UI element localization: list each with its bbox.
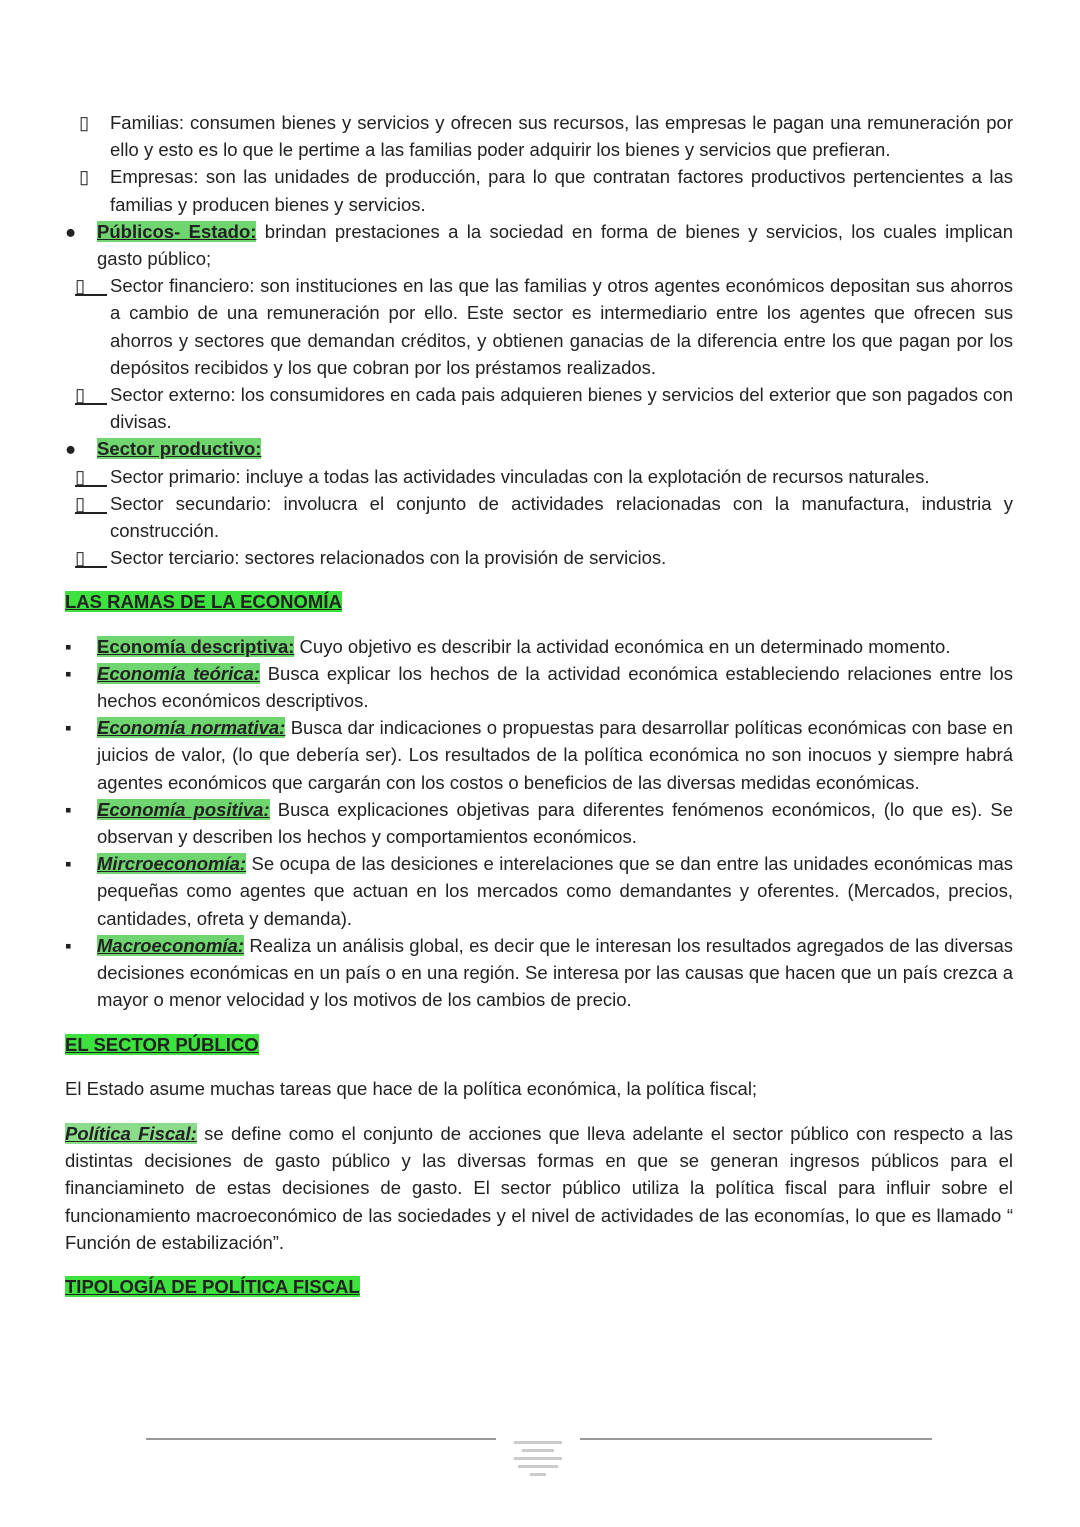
term-label: Mircroeconomía:: [97, 853, 247, 875]
bullet-dot-icon: ●: [65, 438, 77, 460]
list-item-financiero: [65, 272, 1013, 381]
small-square-bullet-icon: ▪: [65, 635, 72, 657]
square-bullet-icon: ▯: [75, 381, 107, 405]
term-label: Política Fiscal:: [65, 1122, 197, 1144]
list-item-descriptiva: [65, 633, 1013, 660]
footer-logo-icon: [496, 1433, 580, 1479]
square-bullet-icon: ▯: [75, 272, 107, 296]
item-text: Realiza un análisis global, es decir que le interesan los resultados agregados de las diversas decisiones económicas en un país o en una región. Se interesa por las causas que hacen que un país crezca a mayor o menor velocidad y los motivos de los cambios de precio.: [97, 934, 1013, 1011]
list-item-primario: [65, 463, 1013, 490]
list-item-familias: [65, 109, 1013, 163]
item-text: Sector secundario: involucra el conjunto de actividades relacionadas con la manufactura, industria y construcción.: [110, 492, 1013, 542]
item-text: Sector financiero: son instituciones en las que las familias y otros agentes económicos depositan sus ahorros a cambio de una remuneración por ello. Este sector es intermediario entre los agentes que ofrecen sus ahorros y sectores que demandan créditos, y obtienen ganacias de la diferencia entre los que pagan por los depósitos recibidos y los que cobran por los préstamos realizados.: [110, 275, 1013, 378]
list-item-macroeconomia: [65, 932, 1013, 1014]
item-text: Se ocupa de las desiciones e interelaciones que se dan entre las unidades económicas mas pequeñas como agentes que actuan en los mercados como demandantes y oferentes. (Mercados, precios, cantidades, ofreta y demanda).: [97, 853, 1013, 929]
small-square-bullet-icon: ▪: [65, 717, 72, 739]
list-item-productivo: [65, 435, 1013, 462]
square-bullet-icon: ▯: [75, 463, 107, 487]
item-text: Empresas: son las unidades de producción, para lo que contratan factores productivos pertencientes a las familias y producen bienes y servicios.: [110, 166, 1013, 215]
paragraph-text: se define como el conjunto de acciones que lleva adelante el sector público con respecto a las distintas decisiones de gasto público y las diversas formas en que se generan ingresos públicos para el financiamineto de estas decisiones de gasto. El sector público utiliza la política fiscal para influir sobre el funcionamiento macroeconómico de las sociedades y el nivel de actividades de las economías, lo que es llamado “ Función de estabilización”.: [65, 1122, 1013, 1253]
item-text: Busca dar indicaciones o propuestas para desarrollar políticas económicas con base en juicios de valor, (lo que debería ser). Los resultados de la política económica no son inocuos y siempre habrá agentes económicos que cargarán con los costos o beneficios de las diversas medidas económicas.: [97, 717, 1013, 793]
intro-paragraph: El Estado asume muchas tareas que hace de la política económica, la política fiscal;: [65, 1077, 758, 1099]
list-item-terciario: [65, 544, 1013, 571]
list-item-teorica: [65, 660, 1013, 714]
list-item-publicos: [65, 218, 1013, 272]
heading-sector-publico: EL SECTOR PÚBLICO: [65, 1033, 259, 1055]
small-square-bullet-icon: ▪: [65, 798, 72, 820]
square-bullet-icon: ▯: [75, 544, 107, 568]
term-label: Economía normativa:: [97, 717, 286, 739]
term-label: Economía positiva:: [97, 798, 270, 820]
small-square-bullet-icon: ▪: [65, 853, 72, 875]
square-bullet-icon: ▯: [79, 166, 90, 188]
item-text: Familias: consumen bienes y servicios y ofrecen sus recursos, las empresas le pagan una remuneración por ello y esto es lo que le pertime a las familias poder adquirir los bienes y servicios que prefieran.: [110, 112, 1013, 161]
small-square-bullet-icon: ▪: [65, 934, 72, 956]
productivo-label: Sector productivo:: [97, 438, 262, 460]
square-bullet-icon: ▯: [79, 112, 90, 133]
item-text: Busca explicaciones objetivas para diferentes fenómenos económicos, (lo que es). Se observan y describen los hechos y comportamientos económicos.: [97, 798, 1013, 848]
list-item-positiva: [65, 796, 1013, 850]
item-text: Sector terciario: sectores relacionados con la provisión de servicios.: [110, 547, 667, 569]
term-label: Economía teórica:: [97, 662, 260, 684]
list-item-microeconomia: [65, 850, 1013, 932]
item-text: Sector primario: incluye a todas las actividades vinculadas con la explotación de recursos naturales.: [110, 465, 930, 487]
item-text: Sector externo: los consumidores en cada pais adquieren bienes y servicios del exterior que son pagados con divisas.: [110, 384, 1013, 433]
term-label: Economía descriptiva:: [97, 635, 295, 657]
square-bullet-icon: ▯: [75, 490, 107, 514]
term-label: Macroeconomía:: [97, 934, 245, 956]
list-item-secundario: [65, 490, 1013, 544]
item-text: Busca explicar los hechos de la actividad económica estableciendo relaciones entre los hechos económicos descriptivos.: [97, 662, 1013, 712]
small-square-bullet-icon: ▪: [65, 662, 72, 684]
heading-tipologia: TIPOLOGÍA DE POLÍTICA FISCAL: [65, 1275, 360, 1297]
list-item-empresas: [65, 163, 1013, 217]
list-item-normativa: [65, 714, 1013, 796]
document-page: [65, 109, 1013, 1317]
politica-fiscal-paragraph: [65, 1120, 1013, 1256]
item-text: Cuyo objetivo es describir la actividad económica en un determinado momento.: [294, 635, 951, 657]
publicos-label: Públicos- Estado:: [97, 220, 257, 242]
list-item-externo: [65, 381, 1013, 435]
item-text: brindan prestaciones a la sociedad en forma de bienes y servicios, los cuales implican gasto público;: [97, 220, 1013, 270]
bullet-dot-icon: ●: [65, 220, 77, 242]
heading-ramas: LAS RAMAS DE LA ECONOMÍA: [65, 591, 342, 613]
